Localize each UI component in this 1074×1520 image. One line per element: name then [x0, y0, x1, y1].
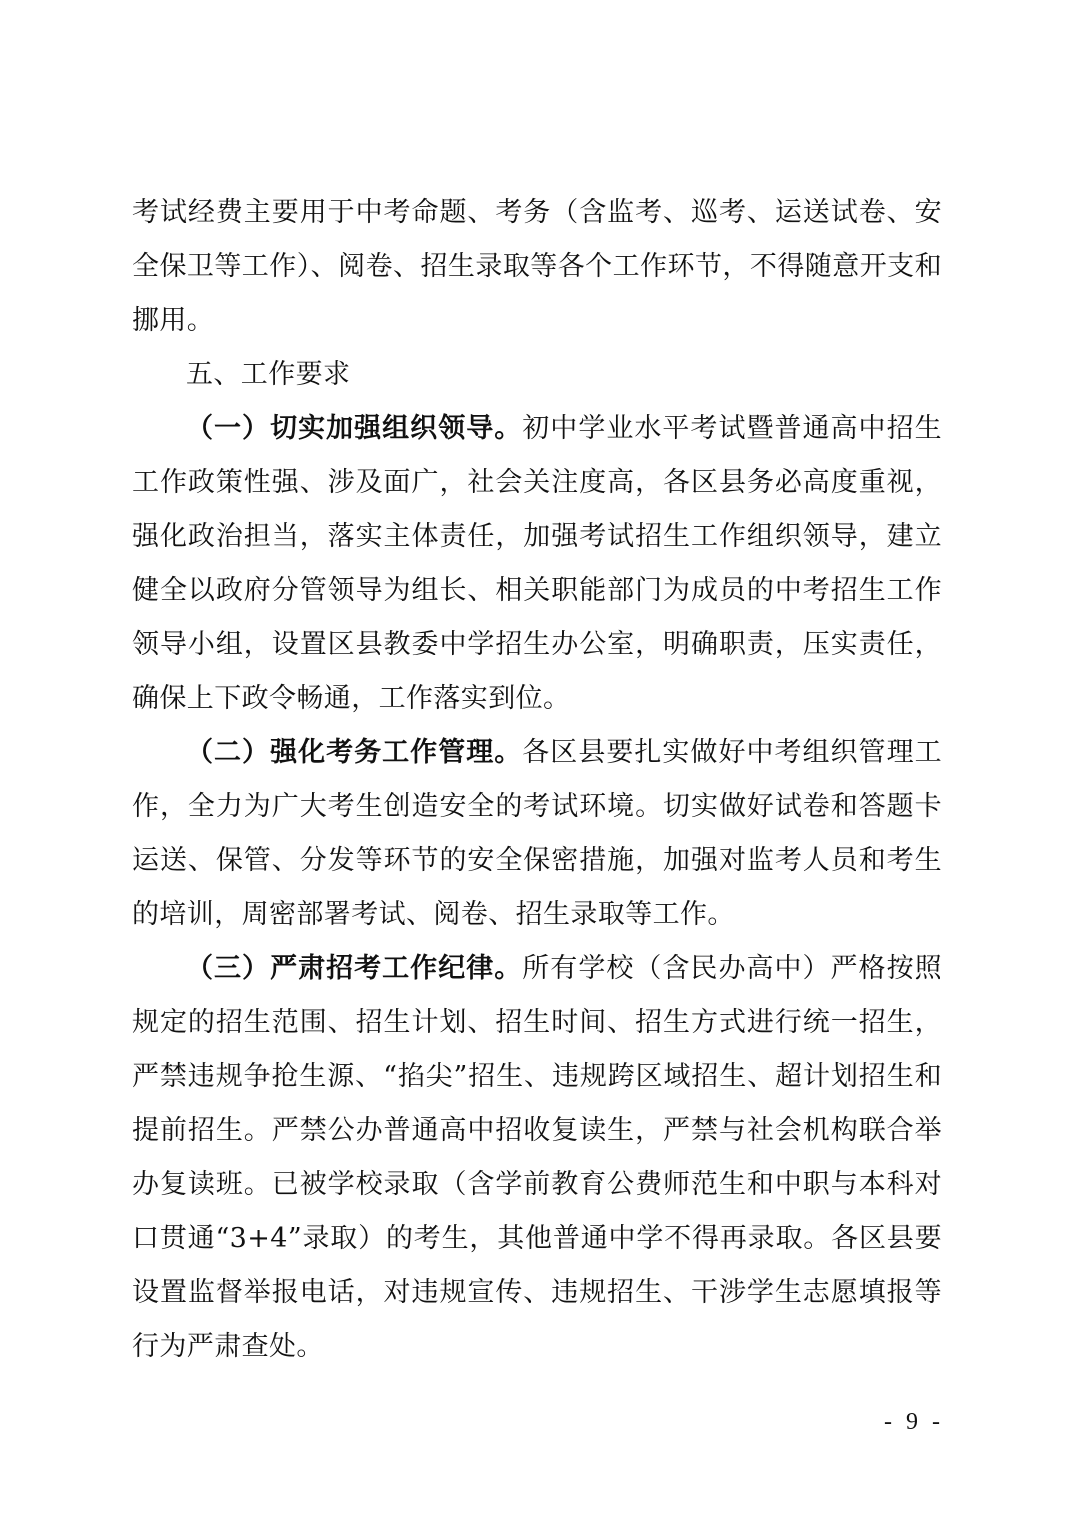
item-body-1: 初中学业水平考试暨普通高中招生工作政策性强、涉及面广，社会关注度高，各区县务必高度重视，强化政治担当，落实主体责任，加强考试招生工作组织领导，建立健全以政府分管领导为组长、相关职能部门为成员的中考招生工作领导小组，设置区县教委中学招生办公室，明确职责，压实责任，确保上下政令畅通，工作落实到位。 — [132, 413, 942, 714]
item-title-2: （二）强化考务工作管理。 — [186, 737, 523, 768]
item-title-3: （三）严肃招考工作纪律。 — [186, 953, 523, 984]
item-body-3: 所有学校（含民办高中）严格按照规定的招生范围、招生计划、招生时间、招生方式进行统一招生，严禁违规争抢生源、“掐尖”招生、违规跨区域招生、超计划招生和提前招生。严禁公办普通高中招收复读生，严禁与社会机构联合举办复读班。已被学校录取（含学前教育公费师范生和中职与本科对口贯通“3+4”录取）的考生，其他普通中学不得再录取。各区县要设置监督举报电话，对违规宣传、违规招生、干涉学生志愿填报等行为严肃查处。 — [132, 953, 942, 1362]
item-title-1: （一）切实加强组织领导。 — [186, 413, 523, 444]
item-body-2: 各区县要扎实做好中考组织管理工作，全力为广大考生创造安全的考试环境。切实做好试卷和答题卡运送、保管、分发等环节的安全保密措施，加强对监考人员和考生的培训，周密部署考试、阅卷、招生录取等工作。 — [132, 737, 942, 930]
section-heading: 五、工作要求 — [186, 359, 351, 390]
item-paragraph-1 — [132, 402, 942, 726]
item-paragraph-3 — [132, 942, 942, 1374]
document-body — [132, 186, 942, 1374]
page-number: - 9 - — [884, 1409, 944, 1435]
item-paragraph-2 — [132, 726, 942, 942]
intro-paragraph: 考试经费主要用于中考命题、考务（含监考、巡考、运送试卷、安全保卫等工作）、阅卷、招生录取等各个工作环节，不得随意开支和挪用。 — [132, 197, 942, 336]
